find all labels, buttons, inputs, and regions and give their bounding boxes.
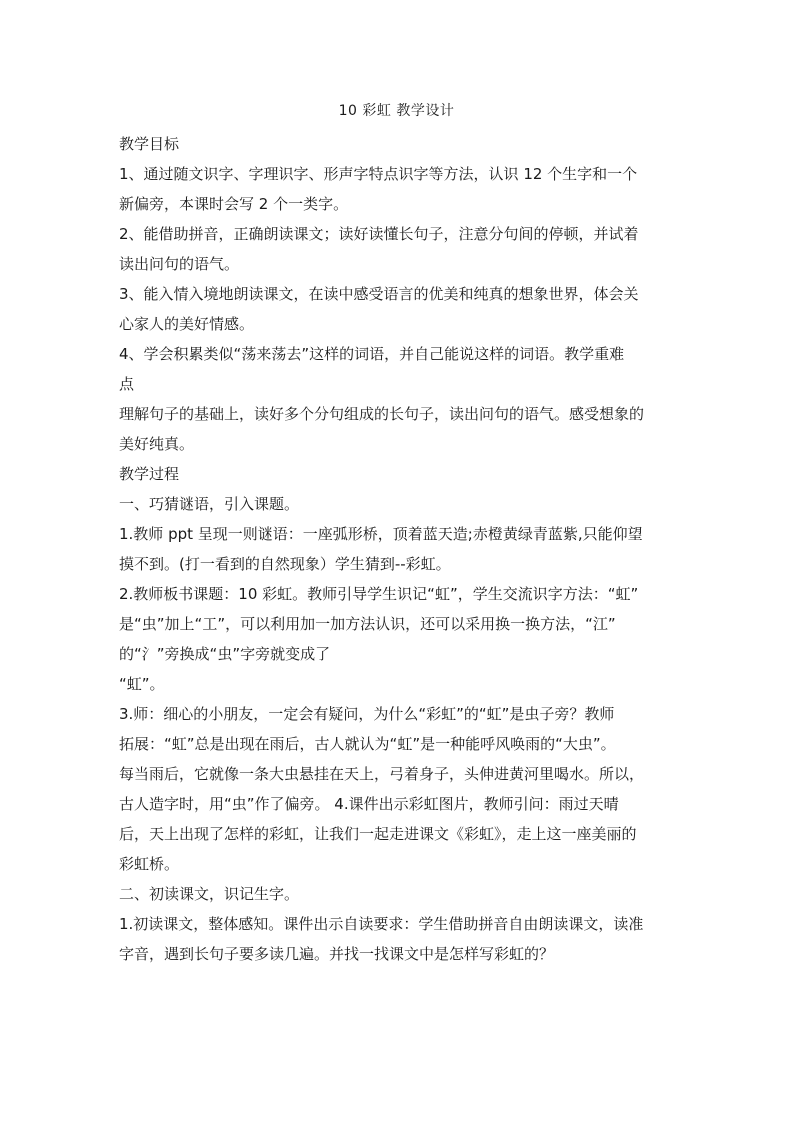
text-line: 彩虹桥。 (119, 855, 180, 873)
text-line: 教学过程 (119, 465, 180, 483)
text-line: 2.教师板书课题：10 彩虹。教师引导学生识记“虹”，学生交流识字方法：“虹” (119, 585, 639, 603)
text-line: 教学目标 (119, 135, 180, 153)
text-line: 读出问句的语气。 (119, 255, 240, 273)
document-body (119, 129, 675, 969)
text-line: 字音，遇到长句子要多读几遍。并找一找课文中是怎样写彩虹的？ (119, 945, 555, 963)
text-line: 新偏旁，本课时会写 2 个一类字。 (119, 195, 349, 213)
text-line: 拓展：“虹”总是出现在雨后，古人就认为“虹”是一种能呼风唤雨的“大虫”。 (119, 735, 616, 753)
text-line: 3、能入情入境地朗读课文，在读中感受语言的优美和纯真的想象世界，体会关 (119, 285, 639, 303)
text-line: 心家人的美好情感。 (119, 315, 255, 333)
text-line: 美好纯真。 (119, 435, 195, 453)
text-line: 1.教师 ppt 呈现一则谜语：一座弧形桥，顶着蓝天造;赤橙黄绿青蓝紫,只能仰望 (119, 525, 643, 543)
text-line: 是“虫”加上“工”，可以利用加一加方法认识，还可以采用换一换方法，“江” (119, 615, 616, 633)
text-line: 摸不到。(打一看到的自然现象）学生猜到--彩虹。 (119, 555, 451, 573)
text-line: 理解句子的基础上，读好多个分句组成的长句子，读出问句的语气。感受想象的 (119, 405, 645, 423)
text-line: 点 (119, 375, 135, 393)
text-line: 每当雨后，它就像一条大虫悬挂在天上，弓着身子，头伸进黄河里喝水。所以， (119, 765, 645, 783)
text-line: 1.初读课文，整体感知。课件出示自读要求：学生借助拼音自由朗读课文，读准 (119, 915, 644, 933)
text-line: 2、能借助拼音，正确朗读课文；读好读懂长句子，注意分句间的停顿，并试着 (119, 225, 639, 243)
text-line: 后，天上出现了怎样的彩虹，让我们一起走进课文《彩虹》，走上这一座美丽的 (119, 825, 637, 843)
text-line: 3.师：细心的小朋友，一定会有疑问，为什么“彩虹”的“虹”是虫子旁？教师 (119, 705, 615, 723)
document-title: 10 彩虹 教学设计 (338, 103, 455, 119)
text-line: 的“氵”旁换成“虫”字旁就变成了 (119, 645, 331, 663)
text-line: “虹”。 (119, 675, 165, 693)
text-line: 二、初读课文，识记生字。 (119, 885, 300, 903)
text-line: 古人造字时，用“虫”作了偏旁。 4.课件出示彩虹图片，教师引问：雨过天晴 (119, 795, 619, 813)
text-line: 4、学会积累类似“荡来荡去”这样的词语，并自己能说这样的词语。教学重难 (119, 345, 625, 363)
text-line: 1、通过随文识字、字理识字、形声字特点识字等方法，认识 12 个生字和一个 (119, 165, 638, 183)
text-line: 一、巧猜谜语，引入课题。 (119, 495, 300, 513)
